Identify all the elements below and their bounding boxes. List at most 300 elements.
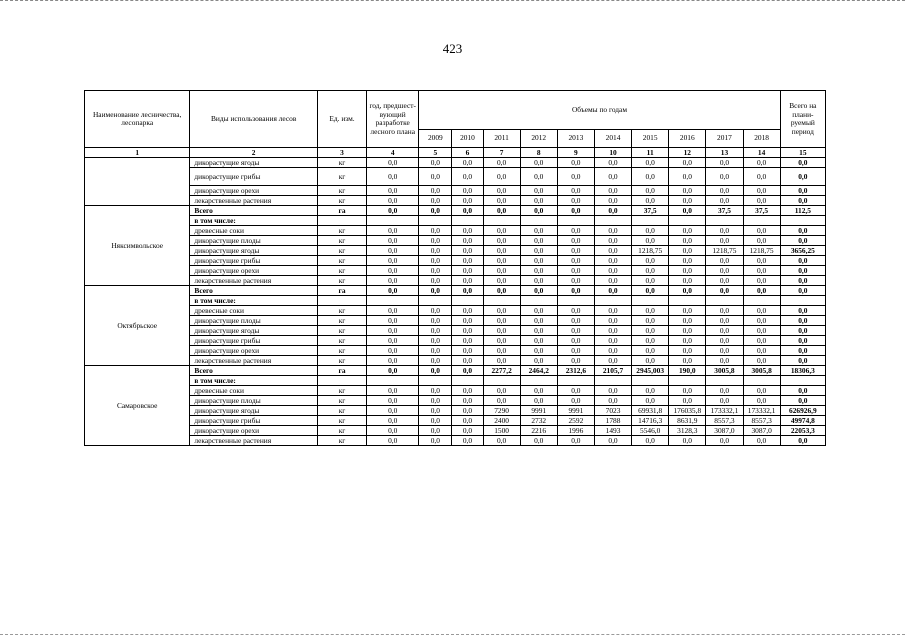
value-cell: 0,0 [520,316,557,326]
use-type-cell: в том числе: [190,216,318,226]
value-cell: 0,0 [452,256,483,266]
header-year: 2013 [557,130,594,148]
use-type-cell: лекарственные растения [190,356,318,366]
column-number: 4 [367,148,419,158]
column-number: 9 [557,148,594,158]
value-cell: 0,0 [520,256,557,266]
value-cell: 0,0 [669,276,706,286]
value-cell: 0,0 [669,316,706,326]
total-cell: 0,0 [780,158,825,168]
value-cell: 0,0 [419,426,452,436]
use-type-cell: дикорастущие грибы [190,336,318,346]
value-cell: 0,0 [669,306,706,316]
value-cell: 0,0 [520,396,557,406]
value-cell: 1500 [483,426,520,436]
total-cell: 0,0 [780,356,825,366]
column-number: 10 [594,148,631,158]
value-cell [743,376,780,386]
value-cell: 0,0 [419,396,452,406]
value-cell: 0,0 [367,306,419,316]
unit-cell: кг [317,186,366,196]
total-cell: 0,0 [780,286,825,296]
value-cell: 0,0 [706,266,743,276]
use-type-cell: дикорастущие ягоды [190,326,318,336]
value-cell: 0,0 [743,276,780,286]
total-cell: 0,0 [780,316,825,326]
value-cell: 0,0 [452,186,483,196]
use-type-cell: дикорастущие орехи [190,266,318,276]
value-cell: 0,0 [706,386,743,396]
value-cell: 8557,3 [743,416,780,426]
value-cell: 0,0 [483,246,520,256]
value-cell: 0,0 [452,276,483,286]
value-cell: 0,0 [367,286,419,296]
value-cell: 7290 [483,406,520,416]
table-row [85,168,826,186]
value-cell [483,376,520,386]
table-row [85,336,826,346]
value-cell: 0,0 [419,406,452,416]
value-cell: 0,0 [706,306,743,316]
value-cell: 0,0 [669,196,706,206]
value-cell: 0,0 [557,256,594,266]
value-cell: 0,0 [557,396,594,406]
total-cell: 0,0 [780,236,825,246]
header-year: 2018 [743,130,780,148]
value-cell: 0,0 [419,246,452,256]
page-number: 423 [442,41,463,56]
column-number: 1 [85,148,190,158]
value-cell: 0,0 [706,356,743,366]
value-cell: 1493 [594,426,631,436]
value-cell: 0,0 [557,286,594,296]
value-cell: 0,0 [367,236,419,246]
column-number: 12 [669,148,706,158]
header-year: 2012 [520,130,557,148]
value-cell: 0,0 [367,436,419,446]
value-cell: 0,0 [419,276,452,286]
unit-cell [317,376,366,386]
value-cell: 0,0 [594,326,631,336]
value-cell: 0,0 [632,396,669,406]
header-location: Наименование лесничества, лесопарка [85,91,190,148]
table-row [85,246,826,256]
value-cell: 0,0 [706,226,743,236]
unit-cell: кг [317,196,366,206]
unit-cell: кг [317,256,366,266]
value-cell: 0,0 [632,256,669,266]
value-cell: 5546,0 [632,426,669,436]
header-row-1 [85,91,826,130]
table-row [85,266,826,276]
value-cell: 0,0 [483,206,520,216]
column-number: 14 [743,148,780,158]
table-row [85,316,826,326]
table-row [85,416,826,426]
value-cell: 0,0 [557,336,594,346]
value-cell: 2732 [520,416,557,426]
value-cell: 0,0 [520,356,557,366]
value-cell: 0,0 [743,168,780,186]
value-cell: 0,0 [367,406,419,416]
header-volumes-by-year: Объемы по годам [419,91,780,130]
value-cell: 0,0 [557,206,594,216]
value-cell [743,296,780,306]
value-cell: 0,0 [557,316,594,326]
value-cell: 1996 [557,426,594,436]
total-cell: 0,0 [780,276,825,286]
use-type-cell: дикорастущие орехи [190,346,318,356]
value-cell: 0,0 [419,366,452,376]
value-cell: 0,0 [452,158,483,168]
value-cell [706,216,743,226]
value-cell: 0,0 [520,306,557,316]
value-cell: 8631,9 [669,416,706,426]
use-type-cell: Всего [190,206,318,216]
value-cell: 0,0 [483,236,520,246]
value-cell: 0,0 [669,356,706,366]
header-year: 2009 [419,130,452,148]
value-cell: 0,0 [483,276,520,286]
value-cell: 0,0 [632,186,669,196]
value-cell: 0,0 [483,396,520,406]
value-cell: 0,0 [419,416,452,426]
column-number: 11 [632,148,669,158]
value-cell: 0,0 [632,226,669,236]
value-cell [367,216,419,226]
value-cell: 0,0 [483,286,520,296]
column-number: 6 [452,148,483,158]
unit-cell: га [317,366,366,376]
value-cell: 37,5 [743,206,780,216]
value-cell: 0,0 [669,168,706,186]
value-cell: 0,0 [594,396,631,406]
value-cell: 0,0 [743,336,780,346]
value-cell: 0,0 [557,266,594,276]
value-cell: 0,0 [483,326,520,336]
value-cell: 0,0 [594,226,631,236]
value-cell: 0,0 [419,168,452,186]
header-prior-year: год, предшест-вующий разработке лесного плана [367,91,419,148]
value-cell: 0,0 [367,316,419,326]
unit-cell: кг [317,416,366,426]
value-cell [419,376,452,386]
value-cell [557,376,594,386]
value-cell: 0,0 [743,396,780,406]
value-cell: 0,0 [520,246,557,256]
value-cell [706,296,743,306]
value-cell: 2945,003 [632,366,669,376]
value-cell: 9991 [520,406,557,416]
unit-cell: кг [317,306,366,316]
unit-cell: кг [317,168,366,186]
table-body [85,148,826,446]
total-cell: 0,0 [780,436,825,446]
value-cell: 9991 [557,406,594,416]
value-cell: 2464,2 [520,366,557,376]
value-cell: 0,0 [594,436,631,446]
value-cell: 0,0 [419,336,452,346]
value-cell: 0,0 [520,186,557,196]
value-cell [483,296,520,306]
value-cell: 0,0 [632,168,669,186]
value-cell: 0,0 [669,266,706,276]
value-cell: 0,0 [557,246,594,256]
value-cell: 173332,1 [706,406,743,416]
value-cell: 0,0 [452,196,483,206]
value-cell: 0,0 [452,286,483,296]
use-type-cell: дикорастущие орехи [190,186,318,196]
value-cell: 0,0 [419,236,452,246]
value-cell: 0,0 [419,158,452,168]
unit-cell: га [317,206,366,216]
value-cell: 190,0 [669,366,706,376]
value-cell [632,216,669,226]
unit-cell: кг [317,346,366,356]
value-cell: 0,0 [452,326,483,336]
use-type-cell: древесные соки [190,306,318,316]
value-cell: 0,0 [419,306,452,316]
value-cell: 0,0 [557,306,594,316]
value-cell: 0,0 [706,346,743,356]
value-cell [706,376,743,386]
table-row [85,406,826,416]
total-cell: 626926,9 [780,406,825,416]
value-cell: 0,0 [419,186,452,196]
value-cell: 0,0 [743,266,780,276]
value-cell: 0,0 [632,336,669,346]
value-cell: 1218,75 [706,246,743,256]
value-cell: 0,0 [706,396,743,406]
table-row [85,326,826,336]
value-cell [557,296,594,306]
value-cell: 0,0 [452,346,483,356]
value-cell: 0,0 [594,266,631,276]
value-cell: 0,0 [452,266,483,276]
value-cell [419,296,452,306]
value-cell: 0,0 [520,276,557,286]
value-cell: 0,0 [452,386,483,396]
value-cell: 0,0 [520,436,557,446]
value-cell: 1218,75 [743,246,780,256]
value-cell: 0,0 [594,306,631,316]
value-cell: 3087,0 [706,426,743,436]
unit-cell: кг [317,316,366,326]
value-cell: 0,0 [452,406,483,416]
value-cell: 0,0 [452,426,483,436]
scan-top-edge [0,0,905,3]
value-cell: 0,0 [557,196,594,206]
value-cell: 0,0 [743,236,780,246]
total-cell: 112,5 [780,206,825,216]
value-cell: 0,0 [632,386,669,396]
table-row [85,356,826,366]
value-cell: 0,0 [632,236,669,246]
unit-cell: кг [317,276,366,286]
value-cell: 0,0 [483,226,520,236]
value-cell: 0,0 [632,276,669,286]
value-cell: 0,0 [419,326,452,336]
value-cell: 0,0 [594,246,631,256]
table-row [85,196,826,206]
table-row [85,396,826,406]
value-cell [594,376,631,386]
table-row [85,236,826,246]
value-cell: 0,0 [520,168,557,186]
value-cell: 0,0 [594,336,631,346]
value-cell: 0,0 [367,276,419,286]
scan-bottom-edge [0,634,905,637]
value-cell: 0,0 [594,158,631,168]
value-cell: 2312,6 [557,366,594,376]
value-cell: 0,0 [367,386,419,396]
total-cell: 0,0 [780,326,825,336]
table-row [85,286,826,296]
unit-cell: кг [317,356,366,366]
value-cell: 0,0 [520,226,557,236]
value-cell: 0,0 [594,286,631,296]
total-cell [780,376,825,386]
unit-cell: кг [317,266,366,276]
column-number: 5 [419,148,452,158]
value-cell: 0,0 [367,396,419,406]
value-cell: 0,0 [594,168,631,186]
column-number: 15 [780,148,825,158]
unit-cell: кг [317,158,366,168]
total-cell: 0,0 [780,168,825,186]
column-number: 3 [317,148,366,158]
unit-cell: кг [317,426,366,436]
value-cell: 3005,8 [743,366,780,376]
value-cell: 0,0 [367,346,419,356]
value-cell [632,296,669,306]
header-use-type: Виды использования лесов [190,91,318,148]
value-cell: 0,0 [483,186,520,196]
table-row [85,376,826,386]
value-cell: 0,0 [743,226,780,236]
header-year: 2016 [669,130,706,148]
value-cell: 0,0 [483,336,520,346]
location-cell [85,158,190,206]
value-cell: 0,0 [632,286,669,296]
table-row [85,296,826,306]
value-cell: 176035,8 [669,406,706,416]
value-cell: 0,0 [632,326,669,336]
value-cell: 0,0 [669,226,706,236]
table-row [85,366,826,376]
value-cell: 173332,1 [743,406,780,416]
value-cell: 0,0 [419,316,452,326]
use-type-cell: дикорастущие грибы [190,416,318,426]
value-cell: 0,0 [520,206,557,216]
use-type-cell: дикорастущие плоды [190,396,318,406]
location-cell: Самаровское [85,366,190,446]
value-cell: 0,0 [452,236,483,246]
use-type-cell: лекарственные растения [190,436,318,446]
value-cell: 0,0 [669,436,706,446]
value-cell: 2216 [520,426,557,436]
total-cell: 49974,8 [780,416,825,426]
value-cell: 0,0 [706,168,743,186]
value-cell [669,216,706,226]
forest-use-volumes-table [84,90,826,446]
unit-cell [317,296,366,306]
use-type-cell: древесные соки [190,386,318,396]
value-cell [594,216,631,226]
total-cell: 22053,3 [780,426,825,436]
value-cell: 0,0 [594,316,631,326]
value-cell [367,376,419,386]
value-cell: 0,0 [669,346,706,356]
value-cell: 0,0 [419,226,452,236]
value-cell: 0,0 [419,286,452,296]
value-cell: 0,0 [632,356,669,366]
value-cell: 0,0 [367,356,419,366]
table-row [85,216,826,226]
total-cell: 0,0 [780,306,825,316]
table-row [85,436,826,446]
table-row [85,256,826,266]
value-cell: 0,0 [452,366,483,376]
value-cell: 0,0 [452,416,483,426]
value-cell: 8557,3 [706,416,743,426]
value-cell: 0,0 [483,196,520,206]
value-cell: 0,0 [367,256,419,266]
column-number: 2 [190,148,318,158]
table-row [85,206,826,216]
unit-cell: кг [317,396,366,406]
value-cell: 0,0 [743,386,780,396]
value-cell: 0,0 [706,286,743,296]
value-cell: 0,0 [367,416,419,426]
value-cell: 0,0 [743,196,780,206]
value-cell [419,216,452,226]
total-cell: 3656,25 [780,246,825,256]
value-cell: 0,0 [706,236,743,246]
value-cell: 0,0 [706,326,743,336]
value-cell: 3128,3 [669,426,706,436]
location-cell: Няксимвольское [85,206,190,286]
total-cell: 0,0 [780,186,825,196]
value-cell: 0,0 [520,158,557,168]
value-cell: 0,0 [520,286,557,296]
value-cell: 0,0 [632,316,669,326]
header-year: 2014 [594,130,631,148]
use-type-cell: дикорастущие плоды [190,236,318,246]
value-cell: 0,0 [632,266,669,276]
location-cell: Октябрьское [85,286,190,366]
table-row [85,346,826,356]
value-cell: 0,0 [669,186,706,196]
value-cell: 0,0 [452,336,483,346]
value-cell: 0,0 [557,186,594,196]
value-cell: 0,0 [632,436,669,446]
value-cell: 0,0 [419,356,452,366]
table-row [85,186,826,196]
value-cell: 0,0 [706,196,743,206]
total-cell: 0,0 [780,386,825,396]
value-cell: 0,0 [367,326,419,336]
unit-cell: кг [317,326,366,336]
value-cell: 0,0 [594,386,631,396]
unit-cell: кг [317,246,366,256]
value-cell: 0,0 [419,256,452,266]
value-cell: 0,0 [594,346,631,356]
value-cell: 0,0 [706,256,743,266]
value-cell: 0,0 [452,168,483,186]
header-total: Всего на плани-руемый период [780,91,825,148]
value-cell: 0,0 [520,196,557,206]
